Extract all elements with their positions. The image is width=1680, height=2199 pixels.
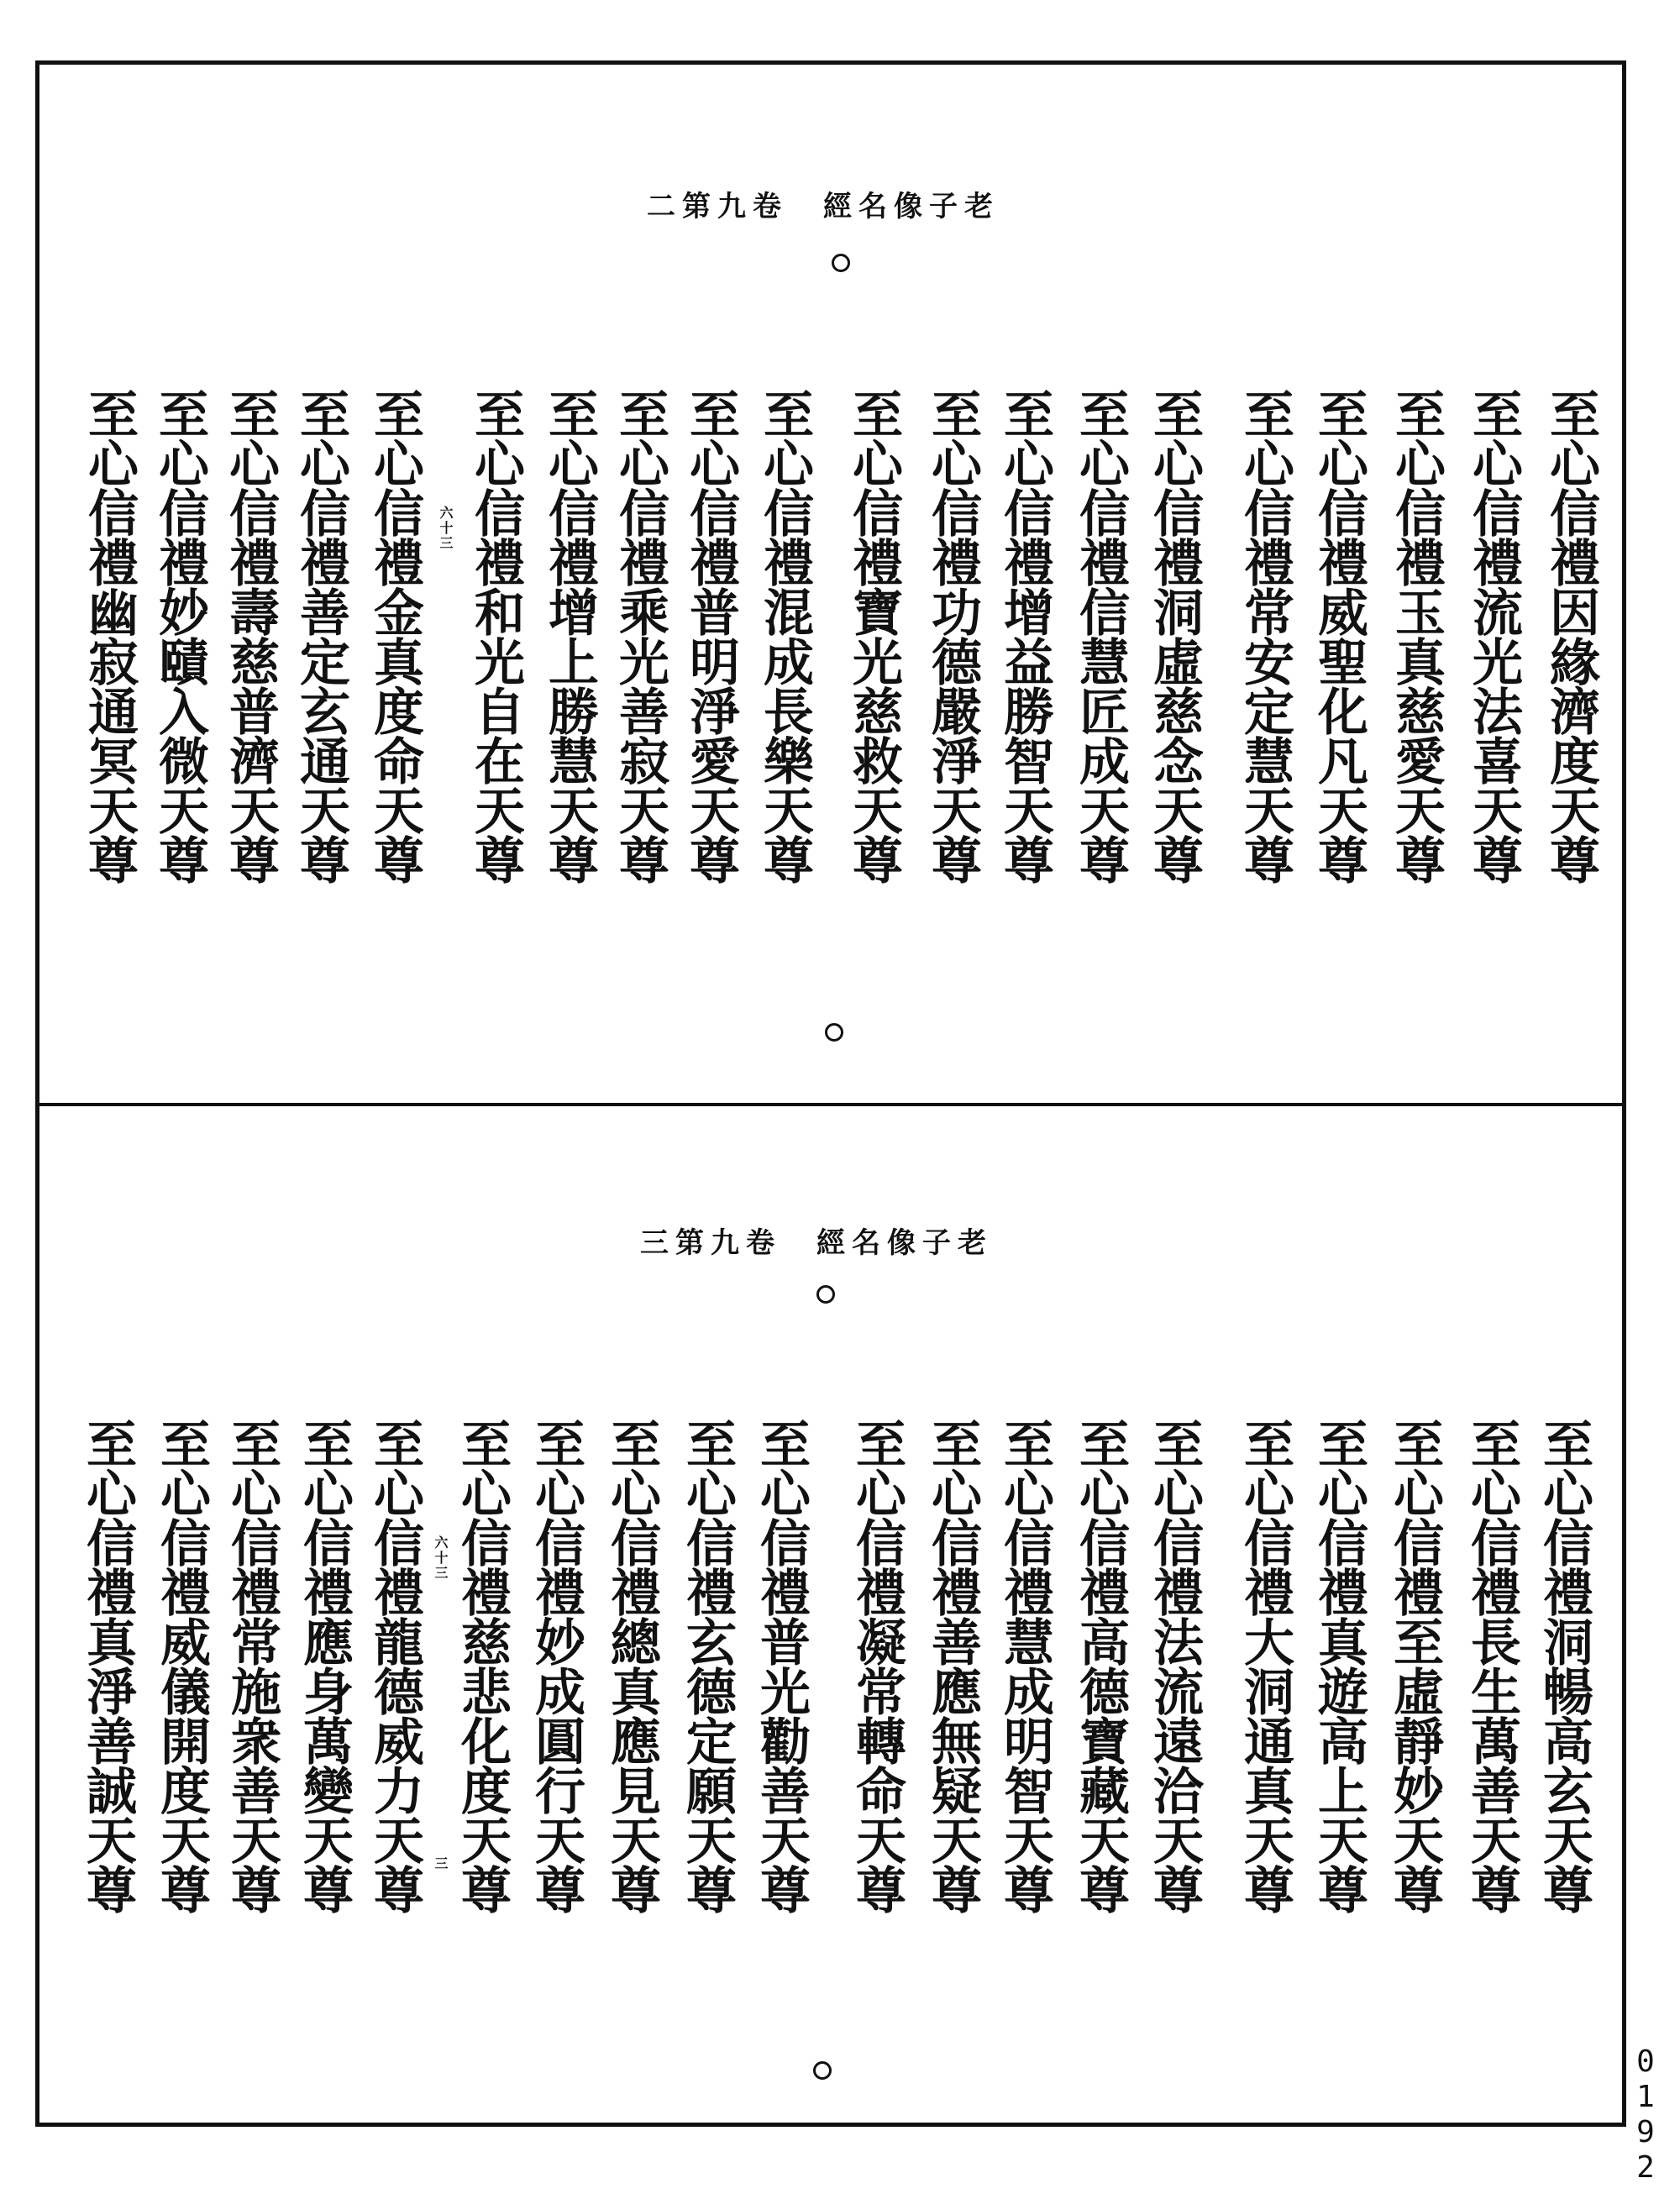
upper-line-9: 至心信禮功德嚴淨天尊 [923,388,982,884]
upper-line-6: 至心信禮洞虛慈念天尊 [1145,388,1204,884]
lower-line-20: 至心信禮真淨善誠天尊 [78,1418,137,1913]
upper-line-19: 至心信禮妙賾入微天尊 [150,388,209,884]
lower-marginal-note: 六十三 [433,1535,449,1581]
upper-bottom-circle-mark [825,1023,843,1042]
upper-line-14: 至心信禮增上勝慧天尊 [540,388,599,884]
upper-line-10: 至心信禮寶光慈救天尊 [844,388,903,884]
upper-line-4: 至心信禮威聖化凡天尊 [1310,388,1368,884]
upper-line-17: 至心信禮善定玄通天尊 [291,388,350,884]
lower-line-19: 至心信禮威儀開度天尊 [152,1418,211,1913]
upper-marginal-note: 六十三 [438,506,454,551]
lower-line-15: 至心信禮慈悲化度天尊 [453,1418,512,1913]
upper-line-2: 至心信禮流光法喜天尊 [1464,388,1523,884]
lower-line-6: 至心信禮法流遠洽天尊 [1145,1418,1204,1913]
lower-line-4: 至心信禮真遊高上天尊 [1310,1418,1368,1913]
upper-line-5: 至心信禮常安定慧天尊 [1236,388,1294,884]
upper-line-13: 至心信禮乘光善寂天尊 [611,388,669,884]
upper-panel-header: 二第九卷 經名像子老 [647,190,1000,223]
upper-line-7: 至心信禮信慧匠成天尊 [1071,388,1130,884]
lower-line-11: 至心信禮普光勸善天尊 [752,1418,811,1913]
upper-top-circle-mark [832,254,850,272]
upper-line-11: 至心信禮混成長樂天尊 [755,388,814,884]
lower-line-13: 至心信禮總真應見天尊 [602,1418,661,1913]
lower-line-14: 至心信禮妙成圓行天尊 [527,1418,585,1913]
panel-divider [35,1103,1626,1106]
lower-side-mark: 三 [433,1856,449,1871]
upper-line-20: 至心信禮幽寂通冥天尊 [80,388,139,884]
lower-line-1: 至心信禮洞暢高玄天尊 [1535,1418,1593,1913]
lower-line-9: 至心信禮善應無疑天尊 [923,1418,982,1913]
upper-line-16: 至心信禮金真度命天尊 [365,388,424,884]
upper-line-1: 至心信禮因緣濟度天尊 [1541,388,1600,884]
lower-line-18: 至心信禮常施衆善天尊 [223,1418,281,1913]
lower-line-8: 至心信禮慧成明智天尊 [995,1418,1054,1913]
upper-line-18: 至心信禮壽慈普濟天尊 [221,388,280,884]
upper-line-12: 至心信禮普明淨愛天尊 [681,388,740,884]
lower-panel-header: 三第九卷 經名像子老 [640,1226,993,1260]
lower-line-2: 至心信禮長生萬善天尊 [1462,1418,1521,1913]
page-number: 0192 [1636,2044,1655,2185]
lower-top-circle-mark [816,1285,835,1304]
lower-line-12: 至心信禮玄德定願天尊 [678,1418,737,1913]
upper-line-15: 至心信禮和光自在天尊 [466,388,525,884]
lower-line-17: 至心信禮應身萬變天尊 [295,1418,354,1913]
lower-line-16: 至心信禮龍德威力天尊 [365,1418,424,1913]
lower-bottom-circle-mark [813,2061,832,2080]
lower-line-5: 至心信禮大洞通真天尊 [1236,1418,1294,1913]
lower-line-10: 至心信禮凝常轉命天尊 [848,1418,906,1913]
lower-line-3: 至心信禮至虛靜妙天尊 [1385,1418,1444,1913]
upper-line-8: 至心信禮增益勝智天尊 [995,388,1054,884]
upper-line-3: 至心信禮玉真慈愛天尊 [1387,388,1446,884]
lower-line-7: 至心信禮高德寶藏天尊 [1071,1418,1130,1913]
